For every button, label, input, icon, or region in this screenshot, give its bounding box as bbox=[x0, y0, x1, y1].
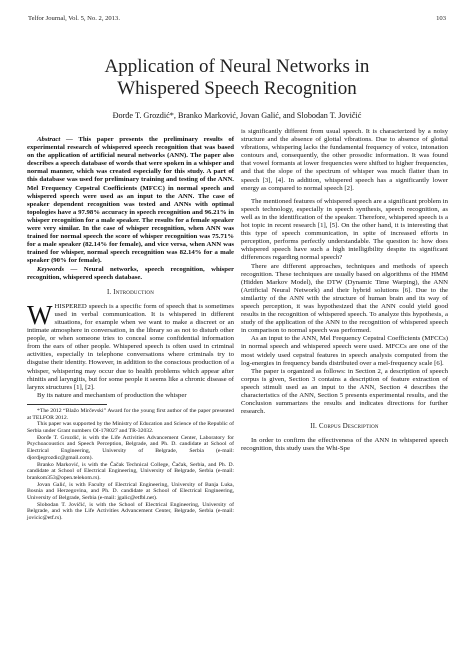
running-header bbox=[28, 13, 446, 25]
footnotes bbox=[27, 408, 234, 522]
body-paragraph-3: There are different approaches, techniques and methods of speech recognition. These techniques are usually based on algorithms of the HMM (Hidden Markov Model), the DTW (Dynamic Time Warping), the ANN (Artificial Neural Network) and their hybrid solutions [6]. Due to the similarity of the ANN with the structure of human brain and its way of speech perception, it was hypothesized that the ANN could yield good results in the recognition of whispered speech. To analyze this hypothesis, a study of the application of the ANN to the recognition of whispered speech in comparison to normal speech was performed. bbox=[241, 262, 448, 335]
body-paragraph-2: The mentioned features of whispered speech are a significant problem in speech technology, especially in speech synthesis, speech recognition, as well as in the identification of the speaker. Therefore, whispered speech is a hot topic in recent research [1], [5]. On the other hand, it is interesting that this type of speech communication, in spite of increased efforts in perception, performs perfectly understandable. The question is: how does whispered speech have such a high intelligibility despite its significant differences regarding normal speech? bbox=[241, 197, 448, 262]
footnote-divider bbox=[27, 404, 107, 405]
keywords bbox=[27, 266, 234, 282]
journal-citation: Telfor Journal, Vol. 5, No. 2, 2013. bbox=[28, 15, 120, 22]
keywords-label: Keywords bbox=[37, 265, 64, 273]
abstract-text: — This paper presents the preliminary results of experimental research of whispered speech recognition that was based on the application of artificial neural networks (ANN). The paper also describes a speech database of words that were spoken in a whisper and normal manner, which was created especially for this study. A part of this database was used for preliminary training and testing of the ANN. Mel Frequency Cepstral Coefficients (MFCC) in normal speech and whispered speech were used as an input to the ANN. The case of speaker dependent recognition was tested and ANNs with optimal topologies have a 97.98% accuracy in speech recognition and 96.21% in whisper recognition for a male speaker. The results for a female speaker were very similar. In the case of whisper recognition, when ANN was trained for normal speech the score of whisper recognition was 75.71% for a male speaker (82.14% for female), and vice versa, when ANN was trained for whisper, normal speech recognition was 82.14% for a male speaker (90% for female). bbox=[27, 136, 234, 265]
body-paragraph-6: In order to confirm the effectiveness of the ANN in whispered speech recognition, this study uses the Whi-Spe bbox=[241, 437, 448, 453]
intro-paragraph-1 bbox=[27, 299, 234, 392]
footnote-author-jovicic: Slobodan T. Jovičić, is with the School of Electrical Engineering, University of Belgrade, and with the Life Activities Advancement Center, Belgrade, Serbia (e-mail: jovicic@etf.rs). bbox=[27, 501, 234, 522]
body-paragraph-5: The paper is organized as follows: in Section 2, a description of speech corpus is given, Section 3 contains a description of feature extraction of speech stimuli used as an input to the ANN, Section 4 describes the characteristics of the ANN, Section 5 presents experimental results, and the Conclusion summarizes the results and indicates directions for further research. bbox=[241, 367, 448, 416]
right-column bbox=[241, 128, 448, 454]
body-paragraph-4: As an input to the ANN, Mel Frequency Cepstral Coefficients (MFCCs) in normal speech and whispered speech were used. MFCCs are one of the most widely used cepstral features in speech analysis computed from the log-energies in frequency bands distributed over a mel-frequency scale [6]. bbox=[241, 335, 448, 367]
page-number: 103 bbox=[436, 15, 446, 22]
author-list: Đorđe T. Grozdić*, Branko Marković, Jovan Galić, and Slobodan T. Jovičić bbox=[112, 111, 362, 120]
body-paragraph-1: is significantly different from usual speech. It is characterized by a noisy structure and the absence of glottal vibrations. Due to absence of glottal vibrations, whispering lacks the fundamental frequency of voice, intonation contours and, consequently, the other prosodic information. It was found that vowel formants at lower frequencies were shifted to higher frequencies, and that the slope of the spectrum of whisper was much flatter than in speech [3], [4]. In addition, whispered speech has a significantly lower energy as compared to normal speech [2]. bbox=[241, 128, 448, 192]
abstract bbox=[27, 136, 234, 266]
title-line-2: Whispered Speech Recognition bbox=[117, 78, 357, 99]
footnote-award: *The 2012 “Blažo Mirčevski” Award for the young first author of the paper presented at TELFOR 2012. bbox=[27, 407, 234, 421]
section-heading-corpus-description: II. Corpus Description bbox=[310, 423, 379, 431]
footnote-author-markovic: Branko Marković, is with the Čačak Technical College, Čačak, Serbia, and Ph. D. candidate at School of Electrical Engineering, University of Belgrade, Serbia (e-mail: brankom353@open.telekom.rs). bbox=[27, 461, 234, 481]
title-line-1: Application of Neural Networks in bbox=[104, 56, 370, 77]
intro-paragraph-1-text: HISPERED speech is a specific form of speech that is sometimes used in verbal communication. It is whispered in different situations, for example when we want to make a discreet or an intimate atmosphere in conversation, in the library so as not to disturb other people, or when someone tries to conceal some confidential information from the ears of other people. Whispered speech is often used in criminal activities, especially in telephone conversations where criminals try to disguise their identity. However, in addition to the conscious production of a whisper, whispering may occur due to health problems which appear after rhinitis and laryngitis, but for some people it seems like a chronic disease of larynx structures [1], [2]. bbox=[27, 302, 234, 391]
left-column bbox=[27, 136, 234, 522]
paper-title bbox=[40, 56, 434, 100]
footnote-author-galic: Jovan Galić, is with Faculty of Electrical Engineering, University of Banja Luka, Bosnia and Herzegovina, and Ph. D. candidate at School of Electrical Engineering, University of Belgrade, Serbia (e-mail: jgalic@etfbl.net). bbox=[27, 481, 234, 502]
keywords-text: — Neural networks, speech recognition, whisper recognition, whispered speech database. bbox=[27, 265, 234, 281]
footnote-author-grozdic: Đorđe T. Grozdić, is with the Life Activities Advancement Center, Laboratory for Psychoacoustics and Speech Perception, Belgrade, and Ph. D. candidate at School of Electrical Engineering, University of Belgrade, Serbia (e-mail: djordjegrozdic@gmail.com). bbox=[27, 434, 234, 461]
drop-cap: W bbox=[27, 299, 53, 330]
footnote-funding: This paper was supported by the Ministry of Education and Science of the Republic of Serbia under Grant numbers OI-178027 and TR-32032. bbox=[27, 421, 234, 435]
intro-paragraph-2: By its nature and mechanism of production the whisper bbox=[37, 391, 187, 399]
abstract-label: Abstract bbox=[37, 136, 61, 143]
section-heading-introduction: I. Introduction bbox=[106, 288, 155, 296]
